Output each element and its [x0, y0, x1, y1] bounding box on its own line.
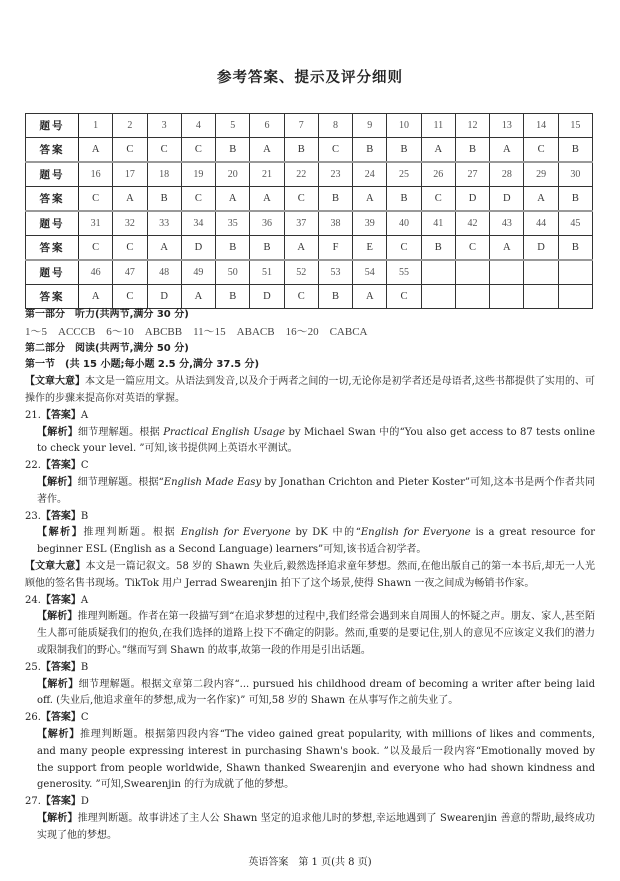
question-item-21: [25, 408, 595, 458]
answer-cell: D: [490, 187, 524, 212]
answer-cell: B: [387, 187, 421, 212]
answer-value: D: [80, 796, 89, 808]
question-number: 22.: [25, 460, 41, 472]
question-number-cell: 45: [558, 211, 592, 236]
row-label-answer: 答案: [26, 236, 79, 261]
answer-cell: C: [113, 138, 147, 163]
question-number-cell: [558, 260, 592, 285]
answer-cell: B: [216, 285, 250, 309]
question-number-cell: 24: [353, 162, 387, 187]
answer-label: 【答案】: [40, 510, 81, 522]
question-number-cell: 5: [216, 114, 250, 138]
answer-label: 【答案】: [40, 409, 81, 421]
answer-cell: [524, 285, 558, 309]
question-number-cell: 13: [490, 114, 524, 138]
analysis-text: 细节理解题。根据文章第二段内容“... pursued his childhood dream of becoming a writer after being laid off. (失业后,他追求童年的梦想,成为一名作家)” 可知,58 岁的 Shawn 在从事写作之前失业了。: [37, 678, 595, 707]
answer-cell: A: [490, 138, 524, 163]
answer-cell: B: [216, 138, 250, 163]
question-item-23: [25, 509, 595, 559]
answer-label: 【答案】: [40, 661, 81, 673]
question-number: 24.: [25, 594, 41, 606]
question-number-row: [26, 162, 593, 187]
question-number-cell: 55: [387, 260, 421, 285]
answer-cell: [558, 285, 592, 309]
analysis-text: by DK 中的“: [290, 527, 361, 539]
part1-heading: 第一部分 听力(共两节,满分 30 分): [25, 309, 189, 320]
question-number-cell: 28: [490, 162, 524, 187]
answer-cell: A: [79, 285, 113, 309]
question-number-cell: 15: [558, 114, 592, 138]
answer-cell: B: [455, 138, 489, 163]
question-number-cell: [421, 260, 455, 285]
summary-text: 本文是一篇应用文。从语法到发音,以及介于两者之间的一切,无论你是初学者还是母语者,这些书都提供了实用的、可操作的步骤来提高你对英语的掌握。: [25, 376, 595, 404]
answer-label: 【答案】: [40, 460, 81, 472]
answer-cell: C: [79, 236, 113, 261]
question-item-22: [25, 458, 595, 508]
answer-cell: D: [147, 285, 181, 309]
question-number-cell: [455, 260, 489, 285]
question-number-cell: 40: [387, 211, 421, 236]
answer-cell: C: [318, 138, 352, 163]
question-number-cell: 32: [113, 211, 147, 236]
analysis-label: 【解析】: [37, 728, 80, 740]
answer-cell: A: [147, 236, 181, 261]
answer-content: [25, 307, 595, 845]
answer-cell: B: [284, 138, 318, 163]
summary-passage-b: [25, 559, 595, 593]
question-item-25: [25, 660, 595, 710]
question-number-cell: [524, 260, 558, 285]
question-number-cell: 26: [421, 162, 455, 187]
question-number-cell: 39: [353, 211, 387, 236]
question-number-row: [26, 260, 593, 285]
row-label-question: 题号: [26, 260, 79, 285]
analysis-text: 推理判断题。故事讲述了主人公 Shawn 坚定的追求他儿时的梦想,幸运地遇到了 Swearenjin 善意的帮助,最终成功实现了他的梦想。: [37, 812, 596, 841]
answer-cell: B: [421, 236, 455, 261]
book-title: English for Everyone: [360, 527, 471, 539]
answer-cell: C: [284, 285, 318, 309]
answer-table: [25, 113, 593, 309]
question-number-row: [26, 211, 593, 236]
answer-value: C: [80, 460, 89, 472]
answer-cell: C: [113, 285, 147, 309]
summary-text: 本文是一篇记叙文。58 岁的 Shawn 失业后,毅然选择追求童年梦想。然而,在他出版自己的第一本书后,却无一人光顾他的签名售书现场。TikTok 用户 Jerrad Swearenjin 拍下了这个场景,使得 Shawn 一夜之间成为畅销书作家。: [25, 560, 595, 589]
question-number-cell: 11: [421, 114, 455, 138]
answer-value: B: [80, 510, 89, 522]
question-number: 27.: [25, 796, 41, 808]
answer-cell: C: [79, 187, 113, 212]
analysis-text: 细节理解题。根据“: [77, 476, 164, 488]
analysis-text: 细节理解题。根据: [77, 426, 164, 438]
answer-cell: B: [318, 187, 352, 212]
question-number-cell: 20: [216, 162, 250, 187]
answer-cell: A: [284, 236, 318, 261]
question-item-26: [25, 710, 595, 794]
answer-row: [26, 236, 593, 261]
answer-cell: A: [490, 236, 524, 261]
question-number-cell: 47: [113, 260, 147, 285]
question-number-cell: 8: [318, 114, 352, 138]
question-number: 26.: [25, 712, 41, 724]
question-number-cell: 22: [284, 162, 318, 187]
analysis-label: 【解析】: [37, 426, 78, 438]
section1-heading: 第一节 (共 15 小题;每小题 2.5 分,满分 37.5 分): [25, 359, 260, 371]
question-number-cell: 14: [524, 114, 558, 138]
answer-value: B: [80, 661, 89, 673]
page-footer: 英语答案 第 1 页(共 8 页): [248, 857, 372, 868]
answer-cell: C: [421, 187, 455, 212]
question-number-cell: 23: [318, 162, 352, 187]
answer-cell: A: [353, 187, 387, 212]
question-number: 23.: [25, 510, 41, 522]
answer-cell: C: [181, 187, 215, 212]
question-number-cell: 27: [455, 162, 489, 187]
question-number-cell: 18: [147, 162, 181, 187]
answer-cell: B: [558, 138, 592, 163]
answer-value: C: [80, 712, 89, 724]
question-number-cell: 6: [250, 114, 284, 138]
answer-cell: A: [250, 187, 284, 212]
analysis-label: 【解析】: [37, 812, 78, 824]
question-number-cell: 10: [387, 114, 421, 138]
answer-cell: D: [181, 236, 215, 261]
question-number-cell: 46: [79, 260, 113, 285]
answer-cell: D: [524, 236, 558, 261]
answer-cell: B: [558, 187, 592, 212]
answer-row: [26, 285, 593, 309]
question-number-cell: 1: [79, 114, 113, 138]
question-number-cell: 30: [558, 162, 592, 187]
question-number: 21.: [25, 409, 41, 421]
page-title: 参考答案、提示及评分细则: [217, 70, 403, 86]
answer-cell: C: [524, 138, 558, 163]
row-label-answer: 答案: [26, 187, 79, 212]
question-number-cell: 21: [250, 162, 284, 187]
answer-cell: B: [250, 236, 284, 261]
row-label-question: 题号: [26, 162, 79, 187]
row-label-answer: 答案: [26, 138, 79, 163]
book-title: Practical English Usage: [163, 426, 286, 438]
answer-cell: A: [216, 187, 250, 212]
question-number-cell: 25: [387, 162, 421, 187]
question-number-cell: 41: [421, 211, 455, 236]
answer-cell: B: [558, 236, 592, 261]
answer-value: A: [80, 594, 89, 606]
question-number-cell: 43: [490, 211, 524, 236]
answer-cell: B: [318, 285, 352, 309]
analysis-label: 【解析】: [37, 527, 84, 539]
analysis-text: by Jonathan Crichton and Pieter Koster”可知,这本书是两个作者共同著作。: [37, 476, 596, 505]
answer-cell: D: [455, 187, 489, 212]
question-number-cell: 16: [79, 162, 113, 187]
answer-value: A: [80, 409, 89, 421]
answer-cell: B: [387, 138, 421, 163]
answer-cell: C: [147, 138, 181, 163]
question-number-cell: 50: [216, 260, 250, 285]
answer-cell: A: [113, 187, 147, 212]
question-number-cell: 29: [524, 162, 558, 187]
analysis-text: is a great resource for beginner ESL (English as a Second Language) learners”可知,该书适合初学者。: [37, 527, 595, 556]
question-number-cell: 7: [284, 114, 318, 138]
answer-label: 【答案】: [40, 594, 81, 606]
question-number-cell: 49: [181, 260, 215, 285]
analysis-label: 【解析】: [37, 476, 78, 488]
answer-label: 【答案】: [40, 712, 81, 724]
question-number-cell: 38: [318, 211, 352, 236]
analysis-text: by Michael Swan 中的“You also get access to 87 tests online to check your level. ”可知,该书提供网上英语水平测试。: [37, 426, 595, 455]
question-number-row: [26, 114, 593, 138]
book-title: English Made Easy: [163, 476, 262, 488]
summary-label: 【文章大意】: [25, 376, 86, 388]
question-item-27: [25, 794, 595, 844]
analysis-text: 推理判断题。根据: [83, 527, 181, 539]
question-number-cell: 34: [181, 211, 215, 236]
answer-cell: A: [250, 138, 284, 163]
answer-cell: A: [524, 187, 558, 212]
question-number-cell: 48: [147, 260, 181, 285]
question-number-cell: 2: [113, 114, 147, 138]
answer-cell: C: [387, 285, 421, 309]
question-number-cell: 53: [318, 260, 352, 285]
answer-cell: B: [353, 138, 387, 163]
answer-cell: E: [353, 236, 387, 261]
question-number-cell: 36: [250, 211, 284, 236]
row-label-question: 题号: [26, 211, 79, 236]
answer-label: 【答案】: [40, 796, 81, 808]
answer-cell: B: [216, 236, 250, 261]
summary-label: 【文章大意】: [25, 560, 86, 572]
question-number-cell: 54: [353, 260, 387, 285]
analysis-label: 【解析】: [37, 678, 79, 690]
question-number-cell: 52: [284, 260, 318, 285]
answer-row: [26, 187, 593, 212]
analysis-text: 推理判断题。作者在第一段描写到“在追求梦想的过程中,我们经常会遇到来自周围人的怀疑之声。朋友、家人,甚至陌生人都可能质疑我们的抱负,在我们选择的道路上投下不确定的阴影。然而,重要的是要记住,别人的意见不应该定义我们的潜力或限制我们的野心。”继而写到 Shawn 的故事,故第一段的作用是引出话题。: [37, 611, 595, 656]
answer-cell: [490, 285, 524, 309]
answer-cell: C: [387, 236, 421, 261]
question-item-24: [25, 593, 595, 660]
answer-cell: B: [147, 187, 181, 212]
question-number-cell: 37: [284, 211, 318, 236]
answer-row: [26, 138, 593, 163]
part2-heading: 第二部分 阅读(共两节,满分 50 分): [25, 342, 189, 354]
listening-answers: 1～5 ACCCB 6～10 ABCBB 11～15 ABACB 16～20 CABCA: [25, 325, 368, 338]
question-number-cell: 35: [216, 211, 250, 236]
question-number-cell: 12: [455, 114, 489, 138]
question-number-cell: 31: [79, 211, 113, 236]
answer-cell: A: [79, 138, 113, 163]
question-number: 25.: [25, 661, 41, 673]
row-label-question: 题号: [26, 114, 79, 138]
row-label-answer: 答案: [26, 285, 79, 309]
question-number-cell: 19: [181, 162, 215, 187]
question-number-cell: 3: [147, 114, 181, 138]
question-number-cell: 33: [147, 211, 181, 236]
question-number-cell: 9: [353, 114, 387, 138]
answer-cell: C: [181, 138, 215, 163]
answer-cell: [455, 285, 489, 309]
question-number-cell: 17: [113, 162, 147, 187]
answer-cell: A: [353, 285, 387, 309]
question-number-cell: 44: [524, 211, 558, 236]
question-number-cell: 4: [181, 114, 215, 138]
question-number-cell: [490, 260, 524, 285]
analysis-label: 【解析】: [37, 611, 78, 623]
answer-cell: [421, 285, 455, 309]
answer-cell: C: [113, 236, 147, 261]
book-title: English for Everyone: [180, 527, 291, 539]
answer-cell: A: [421, 138, 455, 163]
summary-passage-a: [25, 374, 595, 408]
answer-cell: C: [455, 236, 489, 261]
question-number-cell: 51: [250, 260, 284, 285]
question-number-cell: 42: [455, 211, 489, 236]
analysis-text: 推理判断题。根据第四段内容“The video gained great popularity, with millions of likes and comments, and many people expressing interest in purchasing Shawn's book. ”以及最后一段内容“Emotionally moved by the support from people worldwide, Shawn thanked Swearenjin and everyone who had shown kindness and generosity. ”可知,Swearenjin 的行为成就了他的梦想。: [37, 728, 596, 791]
answer-cell: A: [181, 285, 215, 309]
answer-cell: C: [284, 187, 318, 212]
answer-cell: D: [250, 285, 284, 309]
answer-cell: F: [318, 236, 352, 261]
